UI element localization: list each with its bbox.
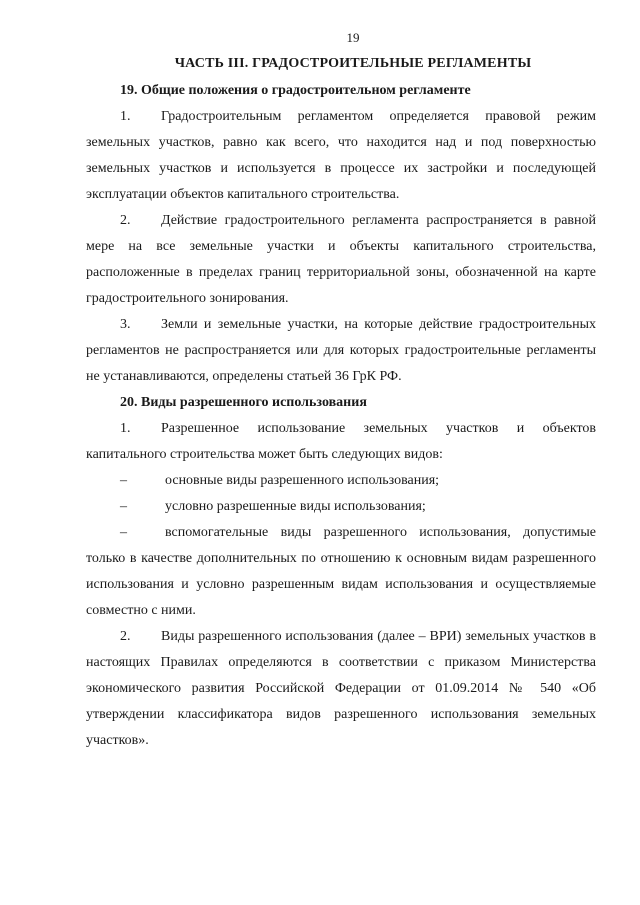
section-19-title: 19. Общие положения о градостроительном регламенте: [120, 83, 471, 98]
list-dash: –: [120, 525, 127, 540]
section-20-paragraph-2: [86, 624, 596, 754]
page-number: 19: [346, 30, 360, 45]
list-item-text: основные виды разрешенного использования;: [165, 473, 440, 488]
paragraph-text: Виды разрешенного использования (далее – ВРИ) земельных участков в настоящих Правилах определяются в соответствии с приказом Министерства экономического развития Российской Федерации от 01.09.2014 № 540 «Об утверждении классификатора видов разрешенного использования земельных участков».: [86, 629, 596, 748]
list-item: [86, 494, 596, 520]
paragraph-number: 3.: [120, 317, 131, 332]
paragraph-number: 2.: [120, 213, 131, 228]
paragraph-text: Градостроительным регламентом определяется правовой режим земельных участков, равно как всего, что находится над и под поверхностью земельных участков и используется в процессе их застройки и последующей эксплуатации объектов капитального строительства.: [86, 109, 596, 202]
section-20-title: 20. Виды разрешенного использования: [120, 395, 367, 410]
list-item: [86, 468, 596, 494]
list-item: [86, 520, 596, 624]
section-20-paragraph-1: [86, 416, 596, 468]
paragraph-text: Действие градостроительного регламента распространяется в равной мере на все земельные участки и объекты капитального строительства, расположенные в пределах границ территориальной зоны, обозначенной на карте градостроительного зонирования.: [86, 213, 596, 306]
paragraph-text: Земли и земельные участки, на которые действие градостроительных регламентов не распространяется или для которых градостроительные регламенты не устанавливаются, определены статьей 36 ГрК РФ.: [86, 317, 596, 384]
section-19-paragraph-3: [86, 312, 596, 390]
list-dash: –: [120, 499, 127, 514]
section-19-paragraph-1: [86, 104, 596, 208]
section-19-paragraph-2: [86, 208, 596, 312]
paragraph-number: 1.: [120, 421, 131, 436]
list-item-text: условно разрешенные виды использования;: [165, 499, 426, 514]
list-item-text: вспомогательные виды разрешенного использования, допустимые только в качестве дополнительных по отношению к основным видам разрешенного использования и условно разрешенным видам использования и осуществляемые совместно с ними.: [86, 525, 596, 618]
list-dash: –: [120, 473, 127, 488]
paragraph-number: 1.: [120, 109, 131, 124]
paragraph-text: Разрешенное использование земельных участков и объектов капитального строительства может быть следующих видов:: [86, 421, 596, 462]
document-page: [86, 30, 596, 754]
part-title: ЧАСТЬ III. ГРАДОСТРОИТЕЛЬНЫЕ РЕГЛАМЕНТЫ: [174, 56, 532, 71]
paragraph-number: 2.: [120, 629, 131, 644]
